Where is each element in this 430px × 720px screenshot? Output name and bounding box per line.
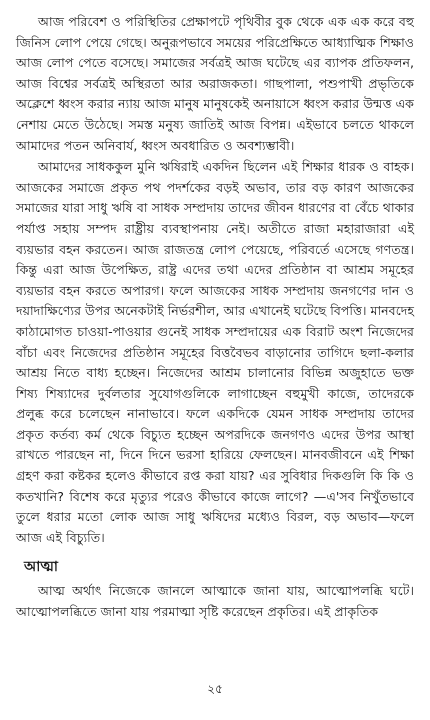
paragraph-3: আত্ম অর্থাৎ নিজেকে জানলে আত্মাকে জানা যায়, আত্মোপলব্ধি ঘটে। আত্মোপলব্ধিতে জানা যায় পরমাত্মা সৃষ্টি করেছেন প্রকৃতির। এই প্রাকৃতিক: [16, 583, 414, 620]
paragraph-2: আমাদের সাধককুল মুনি ঋষিরাই একদিন ছিলেন এই শিক্ষার ধারক ও বাহক। আজকের সমাজে প্রকৃত পথ পদর্শকের বড়ই অভাব, তার বড় কারণ আজকের সমাজের যারা সাধু ঋষি বা সাধক সম্প্রদায় তাদের জীবন ধারণের বা বেঁচে থাকার পর্যাপ্ত সহায় সম্পদ রাষ্ট্রীয় ব্যবস্থাপনায় নেই। অতীতে রাজা মহারাজারা এই ব্যয়ভার বহন করতেন। আজ রাজতন্ত্র লোপ পেয়েছে, পরিবর্তে এসেছে গণতন্ত্র। কিন্তু এরা আজ উপেক্ষিত, রাষ্ট্র এদের তথা এদের প্রতিষ্ঠান বা আশ্রম সমূহের ব্যয়ভার বহন করতে অপারগ। ফলে আজকের সাধক সম্প্রদায় জনগণের দান ও দয়াদাক্ষিণ্যের উপর অনেকটাই নির্ভরশীল, আর এখানেই ঘটেছে বিপত্তি। মানবদেহ কাঠামোগত চাওয়া-পাওয়ার গুনেই সাধক সম্প্রদায়ের এক বিরাট অংশ নিজেদের বাঁচা এবং নিজেদের প্রতিষ্ঠান সমূহের বিত্তবৈভব বাড়ানোর তাগিদে ছলা-কলার আশ্রয় নিতে বাধ্য হচ্ছেন। নিজেদের আশ্রম চালানোর বিভিন্ন অজুহাতে ভক্ত শিষ্য শিষ্যাদের দুর্বলতার সুযোগগুলিকে লাগাচ্ছেন বহুমুখী কাজে, তাদেরকে প্রলুব্ধ করে চলেছেন নানাভাবে। ফলে একদিকে যেমন সাধক সম্প্রদায় তাদের প্রকৃত কর্তব্য কর্ম থেকে বিচ্যুত হচ্ছেন অপরদিকে জনগণও এদের উপর আস্থা রাখতে পারছেন না, দিনে দিনে ভরসা হারিয়ে ফেলছেন। মানবজীবনে এই শিক্ষা গ্রহণ করা কষ্টকর হলেও কীভাবে রপ্ত করা যায়? এর সুবিধার দিকগুলি কি কি ও কতখানি? বিশেষ করে মৃত্যুর পরেও কীভাবে কাজে লাগে? —এ'সব নিখুঁতভাবে তুলে ধরার মতো লোক আজ সাধু ঋষিদের মধ্যেও বিরল, বড় অভাব—ফলে আজ এই বিচ্যুতি।: [16, 159, 414, 545]
book-page: [16, 12, 414, 708]
page-number: ২৫: [207, 682, 223, 696]
paragraph-1: আজ পরিবেশ ও পরিস্থিতির প্রেক্ষাপটে পৃথিবীর বুক থেকে এক এক করে বহু জিনিস লোপ পেয়ে গেছে। অনুরূপভাবে সময়ের পরিপ্রেক্ষিতে আধ্যাত্মিক শিক্ষাও আজ লোপ পেতে বসেছে। সমাজের সর্বত্রই আজ ঘটেছে এর ব্যাপক প্রতিফলন, আজ বিশ্বের সর্বত্রই অস্থিরতা আর অরাজকতা। গাছপালা, পশুপাখী প্রভৃতিকে অক্লেশে ধ্বংস করার ন্যায় আজ মানুষ মানুষকেই অনায়াসে ধ্বংস করার উন্মত্ত এক নেশায় মেতে উঠেছে। সমস্ত মনুষ্য জাতিই আজ বিপন্ন। এইভাবে চলতে থাকলে আমাদের পতন অনিবার্য, ধ্বংস অবধারিত ও অবশ্যম্ভাবী।: [16, 14, 414, 153]
section-heading: আত্মা: [24, 559, 58, 576]
